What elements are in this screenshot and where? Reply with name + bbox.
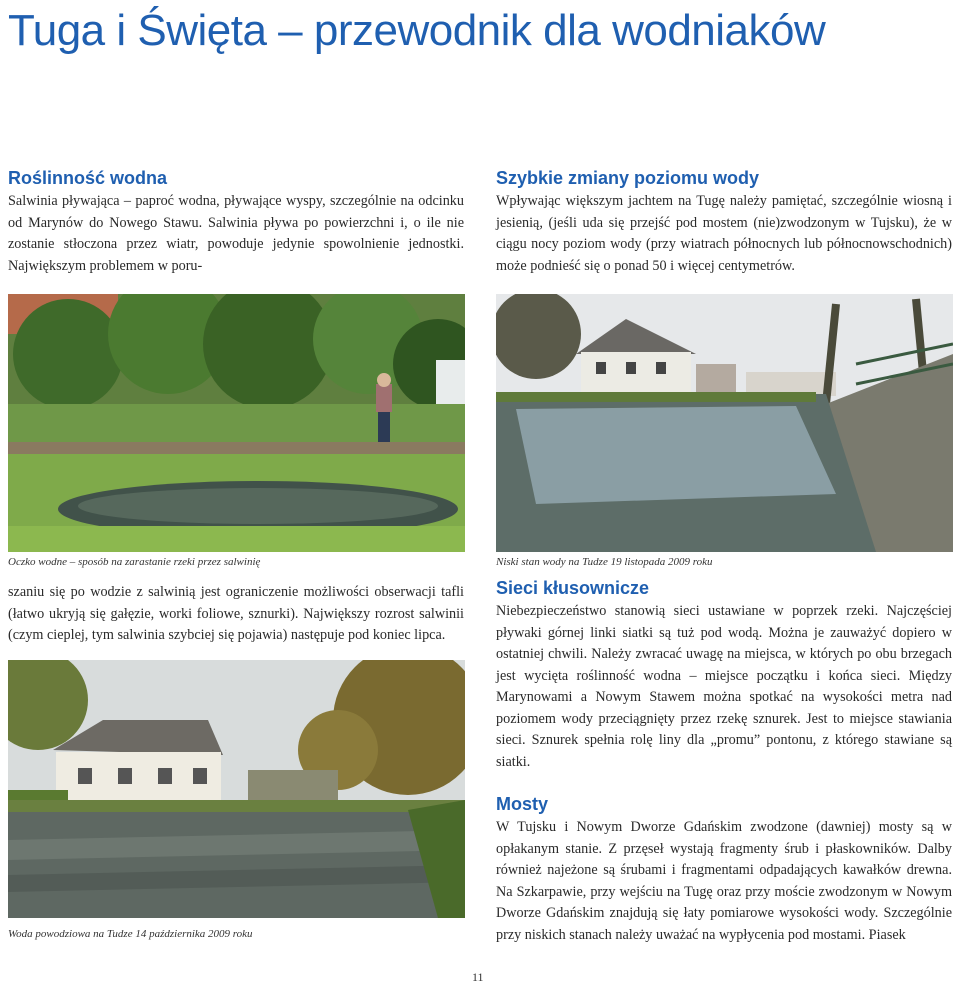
low-water-photo — [496, 294, 953, 552]
page-number: 11 — [472, 970, 484, 984]
flood-water-photo — [8, 660, 465, 918]
pond-photo-caption: Oczko wodne – sposób na zarastanie rzeki przez salwinię — [8, 556, 261, 568]
low-water-photo-caption: Niski stan wody na Tudze 19 listopada 2009 roku — [496, 556, 713, 568]
page-title: Tuga i Święta – przewodnik dla wodniaków — [8, 6, 826, 55]
section-heading-poacher-nets: Sieci kłusownicze — [496, 578, 650, 598]
aquatic-plants-text: Salwinia pływająca – paproć wodna, pływające wyspy, szczególnie na odcinku od Marynów do Nowego Stawu. Salwinia pływa po powierzchni i, o ile nie zostanie stłoczona przez wiatr, powoduje jedynie spowolnienie jednostki. Największym problemem w poru- — [8, 193, 464, 274]
water-level-text: Wpływając większym jachtem na Tugę należy pamiętać, szczególnie wiosną i jesienią, (jeśli uda się przejść pod mostem (nie)zwodzonym w Tujsku), że w ciągu nocy poziom wody (przy wiatrach północnych lub północnowschodnich) może podnieść się o ponad 50 i więcej centymetrów. — [496, 193, 952, 274]
bridges-text: W Tujsku i Nowym Dworze Gdańskim zwodzone (dawniej) mosty są w opłakanym stanie. Z przęseł wystają fragmenty śrub i płaskowników. Dalby również najeżone są śrubami i fragmentami odpadających kawałków drewna. Na Szkarpawie, przy wejściu na Tugę oraz przy moście zwodzonym w Nowym Dworze Gdańskim znajdują się łaty pomiarowe wysokości wody. Szczególnie przy niskich stanach należy uważać na wypłycenia pod mostami. Piasek — [496, 819, 952, 943]
aquatic-plants-continuation: szaniu się po wodzie z salwinią jest ograniczenie możliwości obserwacji tafli (łatwo ukryją się gałęzie, worki foliowe, sznurki). Największy rozrost salwinii (czym cieplej, tym salwinia szybciej się pojawia) następuje pod koniec lipca. — [8, 584, 464, 643]
section-heading-aquatic-plants: Roślinność wodna — [8, 168, 168, 188]
section-heading-bridges: Mosty — [496, 794, 549, 814]
garden-pond-photo — [8, 294, 465, 552]
section-heading-water-level: Szybkie zmiany poziomu wody — [496, 168, 760, 188]
poacher-nets-text: Niebezpieczeństwo stanowią sieci ustawiane w poprzek rzeki. Najczęściej pływaki górnej linki siatki są tuż pod wodą. Można je zauważyć dopiero w ostatniej chwili. Należy zwracać uwagę na miejsca, w których po obu brzegach jest wycięta roślinność wodna – miejsce początku i końca sieci. Między Marynowami a Nowym Stawem można spotkać na wysokości metra nad poziomem wody przeciągnięty przez rzekę sznurek. Jest to miejsce stawiania sieci. Sznurek spełnia rolę liny dla „promu” pontonu, z którego stawiane są siatki. — [496, 603, 952, 770]
flood-photo-caption: Woda powodziowa na Tudze 14 października 2009 roku — [8, 928, 253, 940]
